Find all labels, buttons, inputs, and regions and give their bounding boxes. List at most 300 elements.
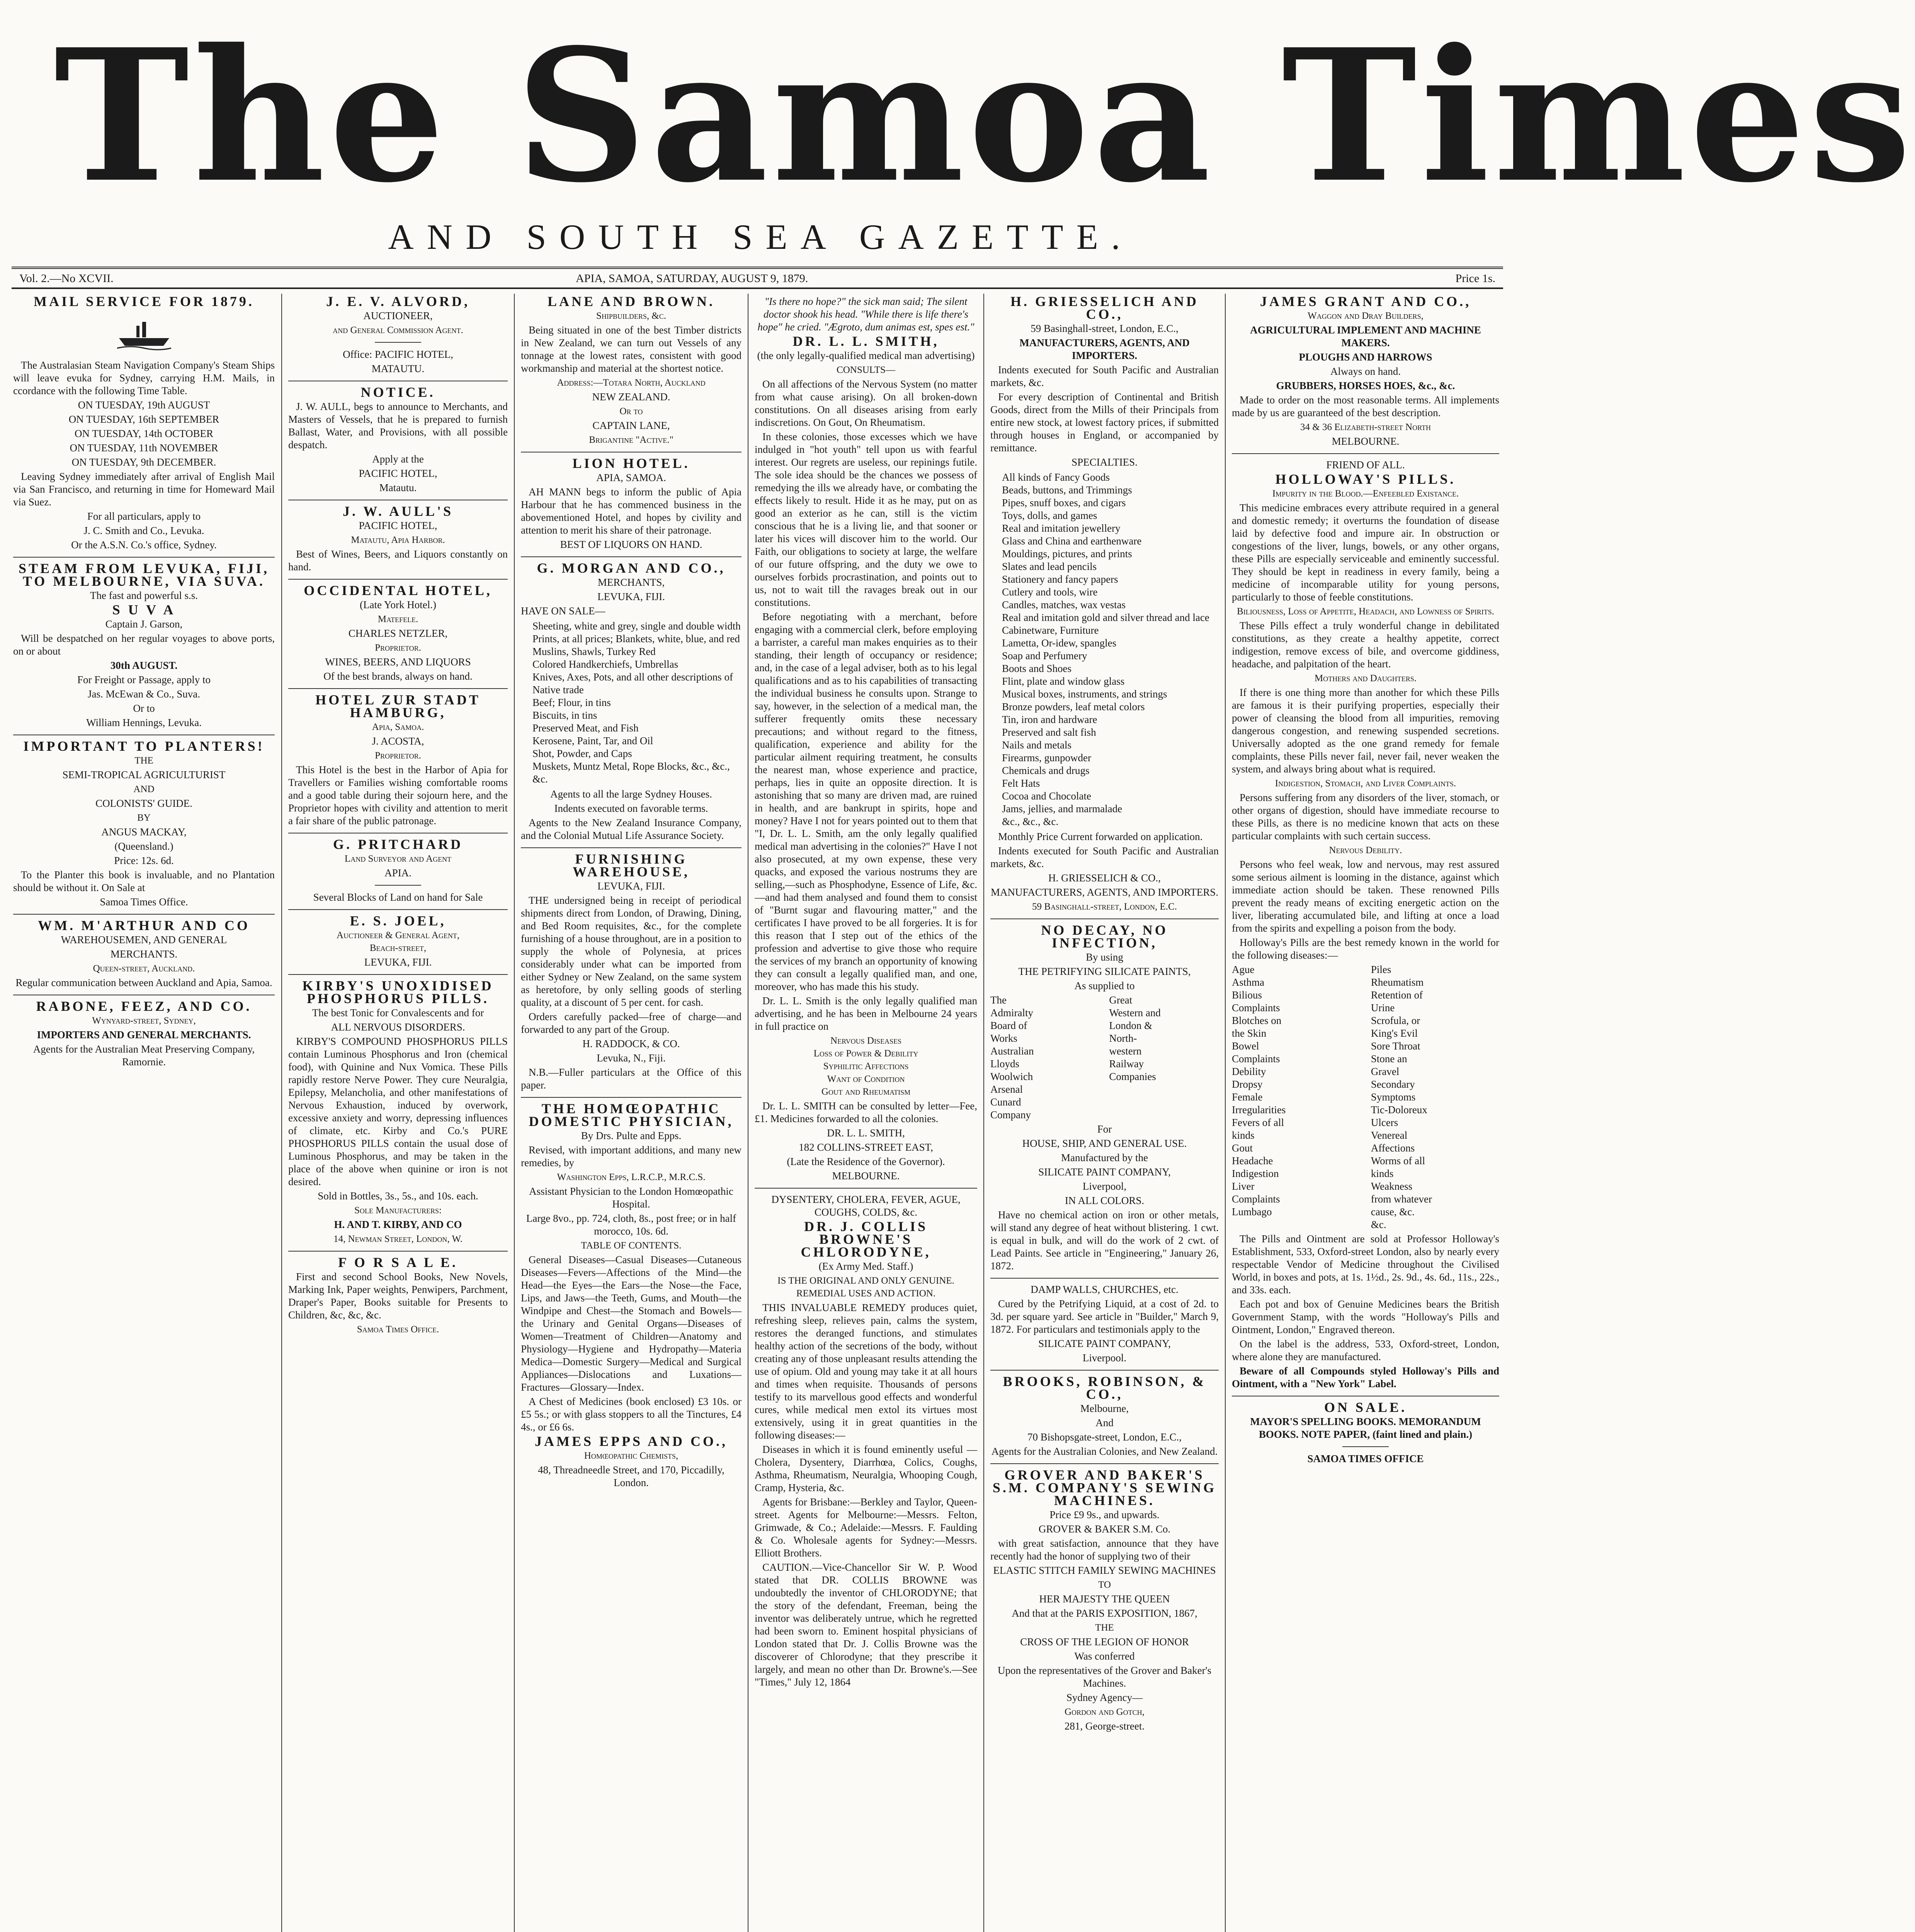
firm-name: SILICATE PAINT COMPANY, <box>1038 1338 1171 1349</box>
ad-text: ALL NERVOUS DISORDERS. <box>331 1021 465 1033</box>
ad-text: Persons suffering from any disorders of the liver, stomach, or other organs of digestion, should have immediate recourse to these Pills, as there is no medicine known that acts on these particular complaints with such certain success. <box>1232 792 1499 842</box>
ad-text: To the Planter this book is invaluable, and no Plantation should be without it. On Sale at <box>13 869 275 893</box>
ad-text: This medicine embraces every attribute required in a general and domestic remedy; it overturns the foundation of disease laid by defective food and impure air. In obstruction or congestions of the liver, lungs, bowels, or any other organs, these Pills are especially serviceable and eminently successful. They should be kept in readiness in every family, being a medicine of incomparable utility for young persons, particularly to those of feeble constitutions. <box>1232 502 1499 603</box>
list-item: Secondary Symptoms <box>1371 1078 1416 1103</box>
address: 182 COLLINS-STREET EAST, <box>799 1141 933 1153</box>
ad-text: Before negotiating with a merchant, before engaging with a commercial clerk, before employing a barrister, a careful man makes enquiries as to their standing, their length of occupancy or residence; and, in the case of a legal adviser, both as to his legal qualifications and as to his capabilities of transacting the individual business he consults upon. Strange to say, however, in the selection of a medical man, the sufferer frequently omits these necessary precautions; and without regard to the fitness, qualification, experience and ability for the particular ailment requiring treatment, he consults the nearest man, whose experience and practice, perhaps, lies in quite an opposite direction. It is astonishing that so many are driven mad, are ruined in health, and are bankrupt in spirits, hope and money? Have I not for years pointed out to them that "I, Dr. L. L. Smith, am the only legally qualified medical man advertising in the colonies?" Have I not also prosecuted, at my own expense, these very quacks, and exposed the various nostrums they are selling,—such as Phosphodyne, Essence of Life, &c.—and had them analysed and found them to consist of "Burnt sugar and flavouring matter," and the certificates I have proved to be all forgeries. It is for this reason that I step out of the ethics of the profession and advertise to give those who require the services of my branch an opportunity of knowing they can consult a legally qualified man, and one, moreover, who has made this his study. <box>755 611 977 992</box>
ad-text: (Late York Hotel.) <box>360 599 436 611</box>
ad-text: GRUBBERS, HORSES HOES, &c., &c. <box>1276 380 1455 391</box>
silicate-paint-ad <box>990 924 1219 1272</box>
column-1 <box>8 294 280 1932</box>
ad-text: Was conferred <box>1074 1650 1135 1662</box>
list-item: Scrofula, or King's Evil <box>1371 1015 1420 1039</box>
address: MELBOURNE. <box>1332 435 1400 447</box>
ad-text: Several Blocks of Land on hand for Sale <box>313 891 483 903</box>
sailing-date: ON TUESDAY, 11th NOVEMBER <box>70 442 218 454</box>
list-item: Preserved and salt fish <box>1002 726 1096 738</box>
list-item: Gout <box>1232 1142 1253 1154</box>
list-item: Board of Works <box>990 1020 1027 1044</box>
list-item: Indigestion <box>1232 1168 1279 1179</box>
ad-heading: J. E. V. ALVORD, <box>326 294 470 309</box>
brooks-ad <box>990 1375 1219 1458</box>
ad-heading: G. MORGAN AND CO., <box>537 560 726 576</box>
column-rule <box>281 294 282 1932</box>
list-item: Boots and Shoes <box>1002 663 1072 674</box>
ad-text: Will be despatched on her regular voyages to above ports, on or about <box>13 633 275 657</box>
address: 48, Threadneedle Street, and 170, Piccadilly, London. <box>538 1464 725 1488</box>
address: 34 & 36 Elizabeth-street North <box>1300 422 1431 432</box>
ad-text: TO <box>1098 1580 1111 1590</box>
ad-text: Samoa Times Office. <box>357 1324 439 1335</box>
steamship-icon <box>115 314 173 353</box>
ad-text: By Drs. Pulte and Epps. <box>581 1130 682 1141</box>
newspaper-subtitle: AND SOUTH SEA GAZETTE. <box>388 217 1133 257</box>
column-rule <box>514 294 515 1932</box>
list-item: Muslins, Shawls, Turkey Red <box>532 646 656 657</box>
ad-text: Beware of all Compounds styled Holloway's Pills and Ointment, with a "New York" Label. <box>1232 1365 1499 1389</box>
agent-name: J. C. Smith and Co., Levuka. <box>83 525 204 536</box>
firm-name: JAMES EPPS AND CO., <box>534 1434 728 1449</box>
hamburg-hotel-ad <box>288 694 508 827</box>
agent-name: Gordon and Gotch, <box>1065 1707 1145 1717</box>
ad-text: PLOUGHS AND HARROWS <box>1299 351 1432 363</box>
ad-heading: DAMP WALLS, CHURCHES, etc. <box>1031 1284 1179 1295</box>
list-item: Ulcers <box>1371 1117 1398 1128</box>
divider <box>1342 1446 1389 1447</box>
agent-name: Jas. McEwan & Co., Suva. <box>88 688 200 700</box>
ad-text: For every description of Continental and British Goods, direct from the Mills of their Principals from entire new stock, at lowest factory prices, if submitted through houses in England, or accompanied by remittance. <box>990 391 1219 454</box>
list-item: &c., &c., &c. <box>1002 816 1059 827</box>
ad-text: Indents executed for South Pacific and Australian markets, &c. <box>990 845 1219 869</box>
ad-text: And <box>1095 1417 1114 1429</box>
firm-name: GROVER & BAKER S.M. Co. <box>1038 1523 1171 1535</box>
column-5 <box>985 294 1224 1932</box>
ad-text: Price £9 9s., and upwards. <box>1049 1509 1160 1520</box>
address: 70 Bishopsgate-street, London, E.C., <box>1027 1431 1182 1443</box>
ad-heading: HOTEL ZUR STADT HAMBURG, <box>315 692 481 720</box>
list-item: Piles <box>1371 964 1391 975</box>
ad-text: APIA. <box>384 867 412 879</box>
ad-text: Indents executed on favorable terms. <box>554 803 708 814</box>
ad-text: A Chest of Medicines (book enclosed) £3 10s. or £5 5s.; or with glass stoppers to all the Tinctures, £4 4s., or £6 6s. <box>521 1396 742 1433</box>
list-item: Toys, dolls, and games <box>1002 510 1097 521</box>
ad-heading: JAMES GRANT AND CO., <box>1260 294 1471 309</box>
ad-text: For Freight or Passage, apply to <box>77 674 211 685</box>
griesselich-ad <box>990 295 1219 913</box>
ad-text: Sole Manufacturers: <box>354 1205 442 1216</box>
list-item: Venereal Affections <box>1371 1129 1415 1154</box>
ad-text: Indents executed for South Pacific and Australian markets, &c. <box>990 364 1219 388</box>
mail-service-ad <box>13 295 275 551</box>
ad-text: Monthly Price Current forwarded on application. <box>998 831 1203 842</box>
ad-text: Agents for the Australian Colonies, and New Zealand. <box>991 1446 1218 1457</box>
ad-heading: WM. M'ARTHUR AND CO <box>38 918 250 933</box>
list-item: Tin, iron and hardware <box>1002 714 1097 725</box>
list-item: Muskets, Muntz Metal, Rope Blocks, &c., &c., &c. <box>532 760 730 785</box>
volume-number: Vol. 2.—No XCVII. <box>19 272 114 285</box>
ad-text: Revised, with important additions, and many new remedies, by <box>521 1144 742 1168</box>
list-item: Prints, at all prices; Blankets, white, blue, and red <box>532 633 740 645</box>
list-item: Great Western and <box>1109 994 1161 1019</box>
holloway-ad <box>1232 459 1499 1390</box>
firm-name: H. GRIESSELICH & CO., <box>1048 872 1161 884</box>
address: Apia, Samoa. <box>372 722 424 732</box>
list-item: Liver Complaints <box>1232 1180 1280 1205</box>
client-list <box>990 994 1219 1121</box>
ad-heading: LANE AND BROWN. <box>547 294 715 309</box>
ad-text: Samoa Times Office. <box>100 896 188 908</box>
list-item: Beads, buttons, and Trimmings <box>1002 484 1132 496</box>
poem-quote: "Is there no hope?" the sick man said; The silent doctor shook his head. "While there is life there's hope" he cried. "Ægroto, dum animas est, spes est." <box>757 296 975 333</box>
list-item: Mouldings, pictures, and prints <box>1002 548 1132 560</box>
ad-text: APIA, SAMOA. <box>596 472 666 483</box>
ad-text: Diseases in which it is found eminently useful — Cholera, Dysentery, Diarrhœa, Colics, Coughs, Asthma, Rheumatism, Neuralgia, Whooping Cough, Cramp, Hysteria, &c. <box>755 1444 977 1493</box>
morgan-ad <box>521 562 742 842</box>
ad-text: CAUTION.—Vice-Chancellor Sir W. P. Wood stated that DR. COLLIS BROWNE was undoubtedly the inventor of CHLORODYNE; that the story of the defendant, Freeman, being the inventor was deliberately untrue, which he regretted had been sworn to. Eminent hospital physicians of London stated that Dr. J. Collis Browne was the discoverer of Chlorodyne; that they prescribe it largely, and mean no other than Dr. Browne's.—See "Times," July 12, 1864 <box>755 1561 977 1688</box>
list-item: Want of Condition <box>827 1074 905 1084</box>
address: Melbourne, <box>1080 1403 1129 1414</box>
divider <box>288 579 508 580</box>
ad-text: LEVUKA, FIJI. <box>364 956 432 968</box>
address: 14, Newman Street, London, W. <box>333 1234 463 1244</box>
column-2 <box>283 294 513 1932</box>
list-item: Soap and Perfumery <box>1002 650 1087 662</box>
ad-heading: KIRBY'S UNOXIDISED PHOSPHORUS PILLS. <box>302 978 494 1006</box>
list-item: Bilious Complaints <box>1232 989 1280 1014</box>
ad-heading: MAIL SERVICE FOR 1879. <box>34 294 254 309</box>
ad-text: AH MANN begs to inform the public of Apia Harbour that he has commenced business in the abovementioned Hotel, and hopes by civility and attention to merit his share of their patronage. <box>521 486 742 536</box>
ad-text: This Hotel is the best in the Harbor of Apia for Travellers or Families wishing comfortable rooms and a good table during their sojourn here, and the Proprietor hopes with civility and attention to merit a fair share of the public patronage. <box>288 764 508 827</box>
subheading: Biliousness, Loss of Appetite, Headach, and Lowness of Spirits. <box>1237 606 1494 617</box>
ad-heading: ON SALE. <box>1324 1400 1407 1415</box>
list-item: Shot, Powder, and Caps <box>532 748 632 759</box>
address: Levuka, N., Fiji. <box>597 1052 666 1064</box>
ad-text: IN ALL COLORS. <box>1065 1195 1145 1206</box>
list-item: Flint, plate and window glass <box>1002 675 1125 687</box>
proprietor-name: J. ACOSTA, <box>372 735 424 747</box>
occidental-ad <box>288 584 508 683</box>
ad-text: And that at the PARIS EXPOSITION, 1867, <box>1012 1607 1197 1619</box>
ad-text: BEST OF LIQUORS ON HAND. <box>560 539 702 550</box>
ad-heading: NOTICE. <box>361 384 435 400</box>
list-item: Colored Handkerchiefs, Umbrellas <box>532 658 679 670</box>
ad-heading: OCCIDENTAL HOTEL, <box>304 583 492 598</box>
newspaper-title: The Samoa Times <box>54 9 1915 223</box>
ad-text: MERCHANTS, <box>597 577 665 588</box>
list-item: Blotches on the Skin <box>1232 1015 1282 1039</box>
ad-text: TABLE OF CONTENTS. <box>581 1240 682 1251</box>
column-3 <box>515 294 747 1932</box>
divider <box>375 342 421 343</box>
divider <box>288 1251 508 1252</box>
ad-heading: THE HOMŒOPATHIC DOMESTIC PHYSICIAN, <box>529 1101 734 1129</box>
list-item: Ague <box>1232 964 1255 975</box>
list-item: All kinds of Fancy Goods <box>1002 471 1110 483</box>
ad-text: Cured by the Petrifying Liquid, at a cost of 2d. to 3d. per square yard. See article in "Builder," March 9, 1872. For particulars and testimonials apply to the <box>990 1298 1219 1335</box>
column-6 <box>1226 294 1505 1932</box>
list-item: Woolwich Arsenal <box>990 1071 1033 1095</box>
ad-text: CROSS OF THE LEGION OF HONOR <box>1020 1636 1189 1648</box>
column-rule <box>1225 294 1226 1932</box>
ad-text: Being situated in one of the best Timber districts in New Zealand, we can turn out Vessels of any tonnage at the lowest rates, consistent with good workmanship and material at the shortest notice. <box>521 324 742 374</box>
ad-heading: DR. L. L. SMITH, <box>793 333 939 349</box>
ad-text: Persons who feel weak, low and nervous, may rest assured some serious ailment is looming in the distance, against which immediate action should be taken. These renowned Pills prevent the ready means of exciting energetic action on the liver, liberating accumulated bile, and lifting at once a load from the spirits and expelling a poison from the body. <box>1232 859 1499 934</box>
ad-heading: GROVER AND BAKER'S S.M. COMPANY'S SEWING MACHINES. <box>992 1467 1217 1508</box>
ad-text: THE <box>134 755 153 766</box>
ad-text: MANUFACTURERS, AGENTS, AND IMPORTERS. <box>1019 337 1190 361</box>
ad-text: If there is one thing more than another for which these Pills are famous it is their purifying properties, especially their power of cleansing the blood from all impurities, removing dangerous congestion, and renewing suspended secretions. Universally adopted as the one grand remedy for female complaints, these Pills never fail, never fail, never weaken the system, and always bring about what is required. <box>1232 687 1499 775</box>
list-item: Bronze powders, leaf metal colors <box>1002 701 1145 713</box>
ad-heading: NO DECAY, NO INFECTION, <box>1041 922 1168 951</box>
list-item: Biscuits, in tins <box>532 709 597 721</box>
divider <box>990 1370 1219 1371</box>
pritchard-ad <box>288 838 508 904</box>
ad-text: By using <box>1086 951 1123 963</box>
list-item: Cunard Company <box>990 1096 1031 1121</box>
masthead <box>0 0 1915 270</box>
address: 59 Basinghall-street, London, E.C. <box>1032 901 1177 912</box>
ad-heading: BROOKS, ROBINSON, & CO., <box>1003 1374 1206 1402</box>
ad-text: HAVE ON SALE— <box>521 605 605 617</box>
ad-text: ELASTIC STITCH FAMILY SEWING MACHINES <box>993 1565 1216 1576</box>
kirby-ad <box>288 980 508 1245</box>
ad-heading: DR. J. COLLIS BROWNE'S CHLORODYNE, <box>801 1219 931 1260</box>
ad-text: On the label is the address, 533, Oxford-street, London, where alone they are manufactured. <box>1232 1338 1499 1362</box>
divider <box>521 1097 742 1098</box>
ad-text: HER MAJESTY THE QUEEN <box>1039 1593 1170 1605</box>
ad-text: Assistant Physician to the London Homœopathic Hospital. <box>529 1185 733 1210</box>
ad-heading: STEAM FROM LEVUKA, FIJI, TO MELBOURNE, VIA SUVA. <box>18 561 270 589</box>
column-4 <box>749 294 983 1932</box>
ad-text: Apply at the <box>372 453 424 465</box>
ad-text: MAYOR'S SPELLING BOOKS. MEMORANDUM BOOKS. NOTE PAPER, (faint lined and plain.) <box>1250 1416 1481 1440</box>
ad-text: AGRICULTURAL IMPLEMENT AND MACHINE MAKERS. <box>1250 324 1481 349</box>
list-item: Asthma <box>1232 976 1264 988</box>
proprietor-name: CHARLES NETZLER, <box>348 628 448 639</box>
address: 281, George-street. <box>1064 1720 1145 1732</box>
joel-ad <box>288 915 508 969</box>
goods-list <box>521 620 742 786</box>
author-name: Washington Epps, L.R.C.P., M.R.C.S. <box>557 1172 706 1182</box>
book-title: COLONISTS' GUIDE. <box>95 798 192 809</box>
ad-text: HOUSE, SHIP, AND GENERAL USE. <box>1022 1138 1187 1149</box>
ad-text: Agents for Brisbane:—Berkley and Taylor, Queen-street. Agents for Melbourne:—Messrs. Felton, Grimwade, & Co.; Adelaide:—Messrs. F. Faulding & Co. Wholesale agents for Sydney:—Messrs. Elliott Brothers. <box>755 1496 977 1559</box>
disease-list <box>1232 963 1499 1231</box>
ad-text: Agents to the New Zealand Insurance Company, and the Colonial Mutual Life Assurance Society. <box>521 817 742 841</box>
ad-text: As supplied to <box>1074 980 1135 992</box>
rabone-ad <box>13 1000 275 1068</box>
list-item: Tic-Doloreux <box>1371 1104 1427 1116</box>
list-item: Real and imitation jewellery <box>1002 522 1121 534</box>
ad-text: The Australasian Steam Navigation Company's Steam Ships will leave evuka for Sydney, carrying H.M. Mails, in ccordance with the following Time Table. <box>13 359 275 396</box>
list-item: Slates and lead pencils <box>1002 561 1097 572</box>
issue-date: APIA, SAMOA, SATURDAY, AUGUST 9, 1879. <box>576 272 808 285</box>
ad-text: The fast and powerful s.s. <box>90 590 198 601</box>
ad-text: The best Tonic for Convalescents and for <box>312 1007 484 1019</box>
ad-text: On all affections of the Nervous System (no matter from what cause arising). On all broken-down constitutions. On all diseases arising from early indiscretions. On Gout, On Rheumatism. <box>755 378 977 428</box>
aull-hotel-ad <box>288 505 508 573</box>
ad-text: Waggon and Dray Builders, <box>1308 311 1423 321</box>
list-item: Nails and metals <box>1002 739 1071 751</box>
sailing-date: 30th AUGUST. <box>110 660 178 671</box>
ad-text: Made to order on the most reasonable terms. All implements made by us are guaranteed of the best description. <box>1232 394 1499 418</box>
ad-text: LEVUKA, FIJI. <box>597 880 665 892</box>
ad-text: THE <box>1095 1622 1114 1633</box>
list-item: Companies <box>1109 1071 1156 1082</box>
list-item: Cocoa and Chocolate <box>1002 790 1091 802</box>
ad-text: (Late the Residence of the Governor). <box>787 1156 945 1167</box>
list-item: Dropsy <box>1232 1078 1263 1090</box>
list-item: Cabinetware, Furniture <box>1002 624 1099 636</box>
list-item: Debility <box>1232 1066 1266 1077</box>
list-item: The Admiralty <box>990 994 1033 1019</box>
address: Matautu, Apia Harbor. <box>351 535 445 545</box>
ad-text: Holloway's Pills are the best remedy known in the world for the following diseases:— <box>1232 937 1499 961</box>
list-item: Lumbago <box>1232 1206 1272 1218</box>
alvord-ad <box>288 295 508 375</box>
list-item: Felt Hats <box>1002 777 1040 789</box>
list-item: Australian Lloyds <box>990 1045 1034 1070</box>
divider <box>288 688 508 689</box>
divider <box>990 1463 1219 1464</box>
mcarthur-ad <box>13 919 275 989</box>
ad-text: Shipbuilders, &c. <box>596 311 667 321</box>
list-item: Stationery and fancy papers <box>1002 573 1118 585</box>
sailing-date: ON TUESDAY, 19th AUGUST <box>78 399 210 411</box>
sailing-date: ON TUESDAY, 9th DECEMBER. <box>71 456 216 468</box>
list-item: Syphilitic Affections <box>823 1061 909 1071</box>
goods-list <box>990 471 1219 828</box>
divider <box>13 557 275 558</box>
ad-text: J. W. AULL, begs to announce to Merchants, and Masters of Vessels, that he is prepared to furnish Ballast, Water, and Provisions, with all possible despatch. <box>288 401 508 451</box>
author-name: ANGUS MACKAY, <box>101 826 187 838</box>
ad-text: Always on hand. <box>1330 366 1401 377</box>
list-item: Chemicals and drugs <box>1002 765 1090 776</box>
lane-brown-ad <box>521 295 742 446</box>
on-sale-ad <box>1232 1401 1499 1465</box>
ad-text: Agents for the Australian Meat Preserving Company, Ramornie. <box>33 1043 255 1068</box>
ad-text: NEW ZEALAND. <box>592 391 670 403</box>
divider <box>755 1188 977 1189</box>
ad-text: with great satisfaction, announce that they have recently had the honor of supplying two of their <box>990 1537 1219 1562</box>
column-rule <box>983 294 984 1932</box>
list-item: Sheeting, white and grey, single and double width <box>532 620 741 632</box>
divider <box>288 974 508 975</box>
list-item: Musical boxes, instruments, and strings <box>1002 688 1167 700</box>
ad-text: REMEDIAL USES AND ACTION. <box>796 1288 936 1299</box>
ad-text: Brigantine "Active." <box>589 435 673 445</box>
steam-ad <box>13 562 275 729</box>
ad-text: and General Commission Agent. <box>333 325 463 335</box>
ad-text: THE undersigned being in receipt of periodical shipments direct from London, of Drawing, Dining, and Bed Room requisites, &c., for the complete furnishing of a house throughout, are in a position to supply the whole of Polynesia, at prices considerably under what can be imported from either Sydney or New Zealand, on the same system as heretofore, by only selling goods of sterling quality, at a discount of 5 per cent. for cash. <box>521 895 742 1008</box>
ad-text: MERCHANTS. <box>110 948 178 960</box>
list-item: Stone an Gravel <box>1371 1053 1407 1077</box>
ad-heading: RABONE, FEEZ, AND CO. <box>36 998 252 1014</box>
address: Liverpool. <box>1082 1352 1127 1364</box>
list-item: Beef; Flour, in tins <box>532 697 611 708</box>
divider <box>375 885 421 886</box>
list-item: Pipes, snuff boxes, and cigars <box>1002 497 1126 509</box>
list-item: Candles, matches, wax vestas <box>1002 599 1126 611</box>
list-item: Firearms, gunpowder <box>1002 752 1091 764</box>
ad-text: PACIFIC HOTEL, <box>359 468 437 479</box>
firm-name: H. AND T. KIRBY, AND CO <box>334 1219 462 1230</box>
ad-text: Each pot and box of Genuine Medicines bears the British Government Stamp, with the words "Holloway's Pills and Ointment, London," Engraved thereon. <box>1232 1298 1499 1335</box>
divider <box>1232 453 1499 454</box>
ad-text: Of the best brands, always on hand. <box>323 670 473 682</box>
ad-text: Matautu. <box>379 482 417 493</box>
notice-ad <box>288 386 508 494</box>
lion-hotel-ad <box>521 457 742 551</box>
ad-text: FRIEND OF ALL. <box>1326 459 1405 471</box>
ad-text: Office: PACIFIC HOTEL, <box>343 349 453 360</box>
ad-heading: H. GRIESSELICH AND CO., <box>1010 294 1199 322</box>
address: Queen-street, Auckland. <box>93 963 195 974</box>
book-price: Price: 12s. 6d. <box>114 855 174 866</box>
list-item: Worms of all kinds <box>1371 1155 1425 1179</box>
firm-name: H. RADDOCK, & CO. <box>582 1038 680 1049</box>
list-item: Glass and China and earthenware <box>1002 535 1142 547</box>
divider <box>521 556 742 557</box>
ad-text: N.B.—Fuller particulars at the Office of this paper. <box>521 1066 742 1091</box>
ad-text: Have no chemical action on iron or other metals, will stand any degree of heat without blistering. 1 cwt. is equal in bulk, and will do the work of 2 cwt. of Lead Paints. See article in "Engineering," January 26, 1872. <box>990 1209 1219 1272</box>
list-item: Bowel Complaints <box>1232 1040 1280 1065</box>
address: Address:—Totara North, Auckland <box>557 378 706 388</box>
ad-text: Or to <box>133 702 155 714</box>
book-price: Large 8vo., pp. 724, cloth, 8s., post free; or in half morocco, 10s. 6d. <box>526 1213 736 1237</box>
subheading: Mothers and Daughters. <box>1314 673 1417 684</box>
ad-text: PACIFIC HOTEL, <box>359 520 437 531</box>
ad-text: THIS INVALUABLE REMEDY produces quiet, refreshing sleep, relieves pain, calms the system, restores the deranged functions, and stimulates healthy action of the secretions of the body, without creating any of those unpleasant results attending the use of opium. Old and young may take it at all hours and times when requisite. Thousands of persons testify to its marvellous good effects and wonderful cures, while medical men extol its virtues most extensively, using it in great quantities in the following diseases:— <box>755 1302 977 1441</box>
ad-text: Sydney Agency— <box>1066 1692 1143 1703</box>
ad-text: Orders carefully packed—free of charge—and forwarded to any part of the Group. <box>521 1011 742 1035</box>
list-item: Gout and Rheumatism <box>821 1087 911 1097</box>
list-item: London & North- <box>1109 1020 1153 1044</box>
furnishing-ad <box>521 853 742 1092</box>
ad-text: Sold in Bottles, 3s., 5s., and 10s. each. <box>318 1190 478 1202</box>
sailing-date: ON TUESDAY, 14th OCTOBER <box>74 428 214 439</box>
ad-text: Dr. L. L. Smith is the only legally qualified man advertising, and he has been in Melbourne 24 years in full practice on <box>755 995 977 1032</box>
for-sale-ad <box>288 1256 508 1336</box>
sailing-date: ON TUESDAY, 16th SEPTEMBER <box>68 413 219 425</box>
ad-text: Leaving Sydney immediately after arrival of English Mail via San Francisco, and returning in time for Homeward Mail via Suez. <box>13 471 275 508</box>
ad-text: THE PETRIFYING SILICATE PAINTS, <box>1018 966 1191 977</box>
ad-text: In these colonies, those excesses which we have indulged in "hot youth" tell upon us with fearful interest. Our regrets are useless, our repinings futile. The sole idea should be the chances we possess of remedying the ills we already have, or combating the effects likely to result. Hide it as he may, put on as good an exterior as he can, still is the victim conscious that he is a living lie, and that sooner or later his vices will discover him to the world. Our Faith, our obligations to society at large, the welfare of our future offspring, and the duty we owe to ourselves forbids procrastination, and points out to us, not to wait till the ravages break out in our constitutions. <box>755 431 977 608</box>
divider <box>521 847 742 848</box>
ad-text: (the only legally-qualified medical man advertising) <box>757 350 975 361</box>
ad-text: Dr. L. L. SMITH can be consulted by letter—Fee, £1. Medicines forwarded to all the colonies. <box>755 1100 977 1124</box>
captain-name: Captain J. Garson, <box>105 618 183 630</box>
homeopathic-ad <box>521 1102 742 1489</box>
ad-text: MATAUTU. <box>371 363 425 374</box>
ad-heading: HOLLOWAY'S PILLS. <box>1275 471 1456 487</box>
ad-text: AND <box>133 784 155 794</box>
list-item: Retention of Urine <box>1371 989 1423 1014</box>
ad-text: Homœopathic Chemists, <box>584 1451 679 1461</box>
ad-heading: DYSENTERY, CHOLERA, FEVER, AGUE, COUGHS, COLDS, &c. <box>771 1194 961 1218</box>
ad-text: These Pills effect a truly wonderful change in debilitated constitutions, as they create a healthy appetite, correct indigestion, remove excess of bile, and overcome giddiness, headache, and palpitation of the heart. <box>1232 620 1499 670</box>
ad-text: Auctioneer & General Agent, <box>336 930 460 940</box>
ad-text: Upon the representatives of the Grover and Baker's Machines. <box>998 1665 1211 1689</box>
divider <box>990 918 1219 919</box>
ad-text: AUCTIONEER, <box>363 310 433 321</box>
grover-baker-ad <box>990 1469 1219 1733</box>
price: Price 1s. <box>1455 272 1495 285</box>
ad-text: WINES, BEERS, AND LIQUORS <box>325 656 471 668</box>
agent-name: Or the A.S.N. Co.'s office, Sydney. <box>71 539 217 551</box>
divider <box>288 909 508 910</box>
ad-text: CAPTAIN LANE, <box>592 420 670 431</box>
